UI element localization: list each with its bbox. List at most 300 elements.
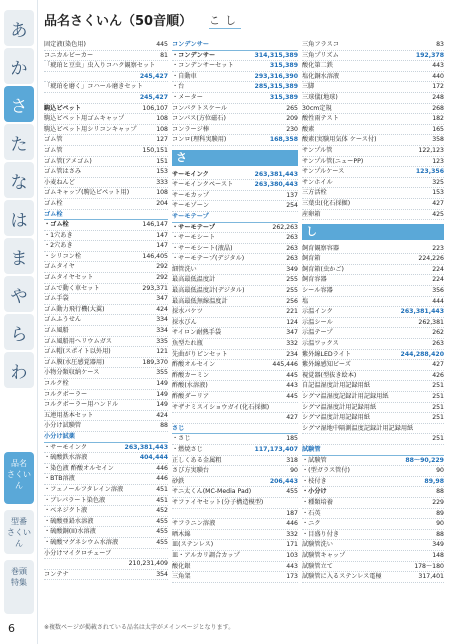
index-entry <box>172 328 298 339</box>
entry-pages: 146,147 <box>142 221 168 229</box>
entry-name: ・ブレパラート染色液 <box>44 496 106 504</box>
index-entry <box>44 93 168 104</box>
entry-pages: 106,107 <box>142 104 168 112</box>
entry-name: 小分けマイクロチューブ <box>44 549 112 557</box>
index-entry <box>302 519 444 530</box>
entry-pages: 349 <box>432 541 444 549</box>
index-entry <box>44 220 168 231</box>
index-entry <box>302 297 444 308</box>
entry-name: コンパス(方位磁石) <box>172 115 226 123</box>
index-entry <box>302 286 444 297</box>
entry-pages: 455 <box>286 488 298 496</box>
entry-pages: 83 <box>436 41 444 48</box>
index-entry <box>172 572 298 583</box>
entry-pages: 189,370 <box>142 358 168 366</box>
index-entry <box>302 82 444 93</box>
entry-pages: 255 <box>286 287 298 295</box>
section-tab-1[interactable] <box>4 510 34 554</box>
entry-name: 酸性雨テスト <box>302 115 339 123</box>
entry-name: サニ太くん(MC-Media Pad) <box>172 488 252 496</box>
kana-section-header: さ <box>172 150 298 166</box>
index-group-heading: ゴム栓 <box>44 210 168 221</box>
index-entry <box>44 61 168 72</box>
index-entry <box>172 233 298 244</box>
entry-name: 三球儀(地球) <box>302 93 338 101</box>
entry-pages: 89 <box>436 509 444 517</box>
index-entry <box>44 443 168 454</box>
index-entry <box>44 549 168 560</box>
index-entry <box>44 453 168 464</box>
entry-name: 試験管キャップ <box>302 551 346 559</box>
entry-name: ゴムタイヤ <box>44 263 75 271</box>
entry-pages: 108 <box>156 115 168 123</box>
index-entry <box>302 51 444 62</box>
entry-pages: 224 <box>432 265 444 273</box>
entry-name: ゴムで動く車セット <box>44 284 100 292</box>
index-entry <box>44 146 168 157</box>
entry-pages: 137 <box>286 191 298 199</box>
index-entry <box>172 72 298 83</box>
entry-name: ・燃焼さじ <box>172 445 203 453</box>
index-entry <box>302 562 444 573</box>
index-entry <box>172 297 298 308</box>
index-entry <box>44 284 168 295</box>
entry-pages: 182 <box>432 115 444 123</box>
index-entry <box>302 244 444 255</box>
entry-name: シグマ温湿度記録計用記録用紙 <box>302 393 389 400</box>
entry-pages: 173 <box>286 573 298 581</box>
entry-pages: 292 <box>156 263 168 271</box>
index-entry <box>44 559 168 570</box>
entry-pages: 204 <box>156 199 168 207</box>
index-entry <box>302 318 444 329</box>
index-entry <box>172 223 298 234</box>
entry-pages: 455 <box>156 538 168 546</box>
section-tab-2[interactable] <box>4 560 34 614</box>
index-entry <box>44 114 168 125</box>
entry-name: ・コンデンサー <box>172 51 216 59</box>
index-entry <box>172 265 298 276</box>
index-entry <box>302 413 444 424</box>
entry-name: サーモインクペースト <box>172 181 234 189</box>
entry-name: コンラージ棒 <box>172 125 210 133</box>
index-entry <box>172 381 298 392</box>
index-entry <box>44 104 168 115</box>
entry-name: ゴムふうせん <box>44 316 82 324</box>
entry-name: ゴム帽(スポイト以外用) <box>44 348 111 356</box>
index-entry <box>44 178 168 189</box>
entry-name: 魚型たれ瓶 <box>172 340 203 348</box>
entry-name: ・硫酸銅(II)水溶液 <box>44 528 96 536</box>
entry-pages: 446 <box>156 464 168 472</box>
entry-name: ゴム管(アメゴム) <box>44 157 92 165</box>
entry-name: ・(型ガラス管付) <box>302 467 350 475</box>
index-entry <box>172 403 298 414</box>
entry-name: コンロ(理科実験用) <box>172 136 227 144</box>
entry-pages: 223 <box>432 244 444 252</box>
entry-name: 細管洗い <box>172 265 197 273</box>
entry-name: 自記温湿度計用記録用紙 <box>302 382 371 390</box>
entry-pages: 263,381,443 <box>254 170 298 178</box>
index-entry <box>302 135 444 146</box>
entry-name: ・サーモテープ(デジタル) <box>172 255 245 263</box>
entry-pages: 317,401 <box>418 573 444 581</box>
index-entry <box>44 506 168 517</box>
index-entry <box>44 167 168 178</box>
index-entry <box>172 562 298 573</box>
entry-pages: 168,358 <box>269 136 298 144</box>
kana-tab-1[interactable]: か <box>4 48 34 84</box>
index-entry <box>302 456 444 467</box>
entry-name: ゴム管 <box>44 136 63 144</box>
index-entry <box>302 530 444 541</box>
entry-pages: 325 <box>432 178 444 186</box>
entry-pages: 251 <box>432 403 444 411</box>
entry-name: 酢酸(水溶液) <box>172 382 208 390</box>
entry-pages: 149 <box>156 401 168 409</box>
entry-pages: 427 <box>432 361 444 369</box>
section-tab-label: 特集 <box>11 578 27 587</box>
entry-pages: 315,389 <box>269 93 298 101</box>
entry-name: 「琥珀と豆虫」虫入りコハク観察セット <box>44 62 156 70</box>
entry-name: 最高最低無線温度計 <box>172 297 228 305</box>
index-entry <box>44 252 168 263</box>
entry-pages: 244,288,420 <box>400 350 444 358</box>
entry-pages: 445,446 <box>272 361 298 369</box>
entry-pages: 245,427 <box>139 93 168 101</box>
entry-pages: 150,151 <box>142 146 168 154</box>
kana-tab-2[interactable]: さ <box>4 86 34 122</box>
index-entry <box>44 40 168 51</box>
entry-name: ・ニク <box>302 520 321 528</box>
entry-pages: 256 <box>286 297 298 305</box>
entry-name: ・枝付き <box>302 477 327 485</box>
entry-name: ・メーター <box>172 93 203 101</box>
index-column-3 <box>302 40 444 583</box>
index-entry <box>44 326 168 337</box>
index-entry <box>172 93 298 104</box>
index-entry <box>172 125 298 136</box>
index-entry <box>172 51 298 62</box>
index-entry <box>172 191 298 202</box>
entry-pages: 452 <box>156 507 168 515</box>
entry-pages: 445 <box>286 371 298 379</box>
entry-name: 固定液(染色用) <box>44 41 86 48</box>
entry-pages: 149 <box>156 380 168 387</box>
kana-tab-4[interactable]: な <box>4 162 34 198</box>
entry-name: ゴム管はさみ <box>44 168 82 176</box>
entry-pages: 251 <box>432 414 444 422</box>
entry-name: ・染色液 酢酸オルセイン <box>44 464 114 472</box>
index-entry <box>302 265 444 276</box>
index-entry <box>302 210 444 221</box>
entry-pages: 263 <box>286 244 298 252</box>
entry-pages: 285,315,389 <box>254 83 298 91</box>
index-entry <box>172 498 298 509</box>
index-entry <box>302 360 444 371</box>
index-entry <box>44 337 168 348</box>
entry-pages: 153 <box>432 189 444 197</box>
index-entry <box>302 40 444 51</box>
entry-name: コニカルビーカー <box>44 51 94 59</box>
entry-pages: 293,316,390 <box>254 72 298 80</box>
entry-name: 駒込ピペット <box>44 104 82 112</box>
entry-pages: 251 <box>432 435 444 443</box>
entry-pages <box>166 82 168 92</box>
index-entry <box>302 307 444 318</box>
index-entry <box>302 157 444 168</box>
entry-name: ・小分け <box>302 488 327 496</box>
entry-name: 三角架 <box>172 573 191 581</box>
index-entry <box>44 464 168 475</box>
kana-tab-7[interactable]: や <box>4 276 34 312</box>
entry-pages: 263,380,443 <box>254 181 298 189</box>
entry-name: ・硫酸亜鉛水溶液 <box>44 517 94 525</box>
index-entry <box>302 487 444 498</box>
entry-pages: 147 <box>156 242 168 250</box>
entry-pages: 172 <box>432 83 444 91</box>
index-entry <box>302 61 444 72</box>
entry-pages: 424 <box>156 305 168 313</box>
entry-pages: 440 <box>432 72 444 80</box>
entry-pages: 263 <box>432 340 444 348</box>
entry-name: 三葉虫(化石採掘) <box>302 199 351 207</box>
entry-pages: 356 <box>432 287 444 295</box>
entry-name: サーモインク <box>172 170 209 178</box>
section-tab-label: 巻頭 <box>11 567 27 576</box>
entry-pages: 224 <box>432 276 444 284</box>
entry-name: ・試験管 <box>302 456 327 464</box>
entry-name: ゴム膜(水圧感覚器用) <box>44 358 105 366</box>
entry-pages: 147 <box>156 231 168 239</box>
index-entry <box>172 254 298 265</box>
index-entry <box>302 72 444 83</box>
entry-name: ゴム動力飛行機(大翼) <box>44 305 105 313</box>
entry-pages: 451 <box>156 496 168 504</box>
entry-pages: 404,444 <box>139 454 168 462</box>
entry-pages: 426 <box>432 371 444 379</box>
entry-pages: 455 <box>156 517 168 525</box>
entry-pages: 355 <box>156 369 168 377</box>
section-tab-0[interactable] <box>4 452 34 504</box>
entry-name: 紫外線感知ビーズ <box>302 361 351 369</box>
entry-name: ・目盛り付き <box>302 530 340 538</box>
index-entry <box>302 125 444 136</box>
index-entry <box>44 474 168 485</box>
index-entry <box>302 254 444 265</box>
entry-pages: 89,98 <box>424 477 444 485</box>
entry-pages: 262 <box>432 329 444 337</box>
entry-pages: 124 <box>286 318 298 326</box>
entry-name: 五連用基本セット <box>44 411 94 419</box>
entry-pages: 90 <box>290 467 298 475</box>
index-entry <box>172 477 298 488</box>
entry-pages: 354 <box>156 570 168 578</box>
entry-name: サーモゾーン <box>172 202 210 210</box>
index-entry <box>44 485 168 496</box>
index-column-1 <box>44 40 168 580</box>
entry-pages: 224,226 <box>418 255 444 263</box>
index-group-heading: 小分け試薬 <box>44 432 168 443</box>
entry-pages: 427 <box>286 414 298 422</box>
index-entry <box>302 146 444 157</box>
entry-name: ・サーモシート <box>172 234 216 242</box>
entry-name: 皿・アルカリ調合カップ <box>172 551 240 559</box>
index-entry <box>172 466 298 477</box>
index-entry <box>172 530 298 541</box>
index-column-2 <box>172 40 298 583</box>
entry-pages: 234 <box>286 350 298 358</box>
header-kana-end: し <box>225 14 244 27</box>
kana-tab-9[interactable]: わ <box>4 352 34 388</box>
entry-name: 酸素(実験用気体 ケース付) <box>302 136 377 144</box>
index-entry <box>44 82 168 93</box>
entry-name: ・硫酸マグネシウム水溶液 <box>44 538 119 546</box>
index-entry <box>172 392 298 403</box>
entry-name: 最高最低温度計(デジタル) <box>172 287 245 295</box>
entry-pages: 443 <box>286 562 298 570</box>
entry-name: さび方実験台 <box>172 467 210 475</box>
entry-name: ・フェノールフタレイン溶液 <box>44 485 124 493</box>
entry-pages: 108 <box>156 125 168 133</box>
index-entry <box>44 262 168 273</box>
entry-pages: 122,123 <box>418 146 444 154</box>
entry-name: 小物分類収納ケース <box>44 369 100 377</box>
index-entry <box>172 371 298 382</box>
header-kana-range <box>209 12 244 29</box>
entry-pages: 333 <box>156 178 168 186</box>
index-group-heading: さじ <box>172 424 298 435</box>
entry-name: 三脚 <box>302 83 315 91</box>
entry-pages: 445 <box>286 393 298 400</box>
entry-pages: 265 <box>286 104 298 112</box>
index-entry <box>44 231 168 242</box>
entry-pages: 171 <box>286 541 298 549</box>
entry-pages: 444 <box>432 297 444 305</box>
entry-name: ・2穴あき <box>44 242 73 250</box>
entry-pages: 165 <box>432 125 444 133</box>
entry-pages: 149 <box>156 390 168 398</box>
index-entry <box>302 381 444 392</box>
entry-pages: 443 <box>286 382 298 390</box>
index-entry <box>172 82 298 93</box>
index-entry <box>172 434 298 445</box>
entry-pages: 451 <box>156 485 168 493</box>
entry-pages: 146,405 <box>142 252 168 260</box>
entry-name: 飼育容器 <box>302 276 327 284</box>
entry-name: 三角プリズム <box>302 51 339 59</box>
entry-name: ゴム手袋 <box>44 295 69 303</box>
index-entry <box>302 339 444 350</box>
entry-pages: 347 <box>156 295 168 303</box>
entry-pages: 210,231,409 <box>128 560 168 568</box>
index-entry <box>302 540 444 551</box>
index-entry <box>44 51 168 62</box>
entry-pages: 121 <box>156 348 168 356</box>
index-entry <box>172 445 298 456</box>
entry-name: 三角フラスコ <box>302 41 339 48</box>
index-sidebar <box>0 0 38 644</box>
entry-pages: 88 <box>436 488 444 496</box>
entry-pages: 206,443 <box>269 477 298 485</box>
entry-name: 駒込ピペット用ゴムキャップ <box>44 115 125 123</box>
entry-pages: 358 <box>432 136 444 144</box>
entry-pages: 445 <box>156 41 168 48</box>
index-entry <box>44 241 168 252</box>
kana-tab-3[interactable]: た <box>4 124 34 160</box>
entry-name: 酢酸オルセイン <box>172 361 216 369</box>
index-entry <box>172 350 298 361</box>
entry-pages: 81 <box>160 51 168 59</box>
entry-pages <box>442 424 444 434</box>
entry-name: ・さじ <box>172 435 191 443</box>
index-entry <box>44 294 168 305</box>
index-entry <box>172 135 298 146</box>
entry-name: サーモカップ <box>172 191 210 199</box>
index-entry <box>302 104 444 115</box>
entry-name: シグマ温度計用記録用紙 <box>302 414 370 422</box>
entry-name: 採水びん <box>172 318 197 326</box>
entry-name: シグマ湿地中隔測温度記録計用記録用紙 <box>302 424 414 432</box>
index-entry <box>302 403 444 414</box>
index-entry <box>302 167 444 178</box>
entry-name: ・BTB溶液 <box>44 475 75 483</box>
entry-name: 酢酸ダーリア <box>172 393 210 400</box>
index-entry <box>44 400 168 411</box>
entry-pages: 334 <box>156 316 168 324</box>
entry-pages: 127 <box>156 136 168 144</box>
kana-tab-6[interactable]: ま <box>4 238 34 274</box>
entry-pages: 88 <box>160 422 168 430</box>
index-entry <box>172 244 298 255</box>
entry-pages: 90 <box>436 520 444 528</box>
entry-name: 酸化銀 <box>172 562 191 570</box>
entry-pages: 424 <box>156 411 168 419</box>
entry-name: ・1穴あき <box>44 231 73 239</box>
entry-name: 酸素 <box>302 125 315 133</box>
entry-pages <box>296 403 298 413</box>
entry-pages: 88 <box>436 530 444 538</box>
entry-name: 小麦ねんど <box>44 178 75 186</box>
entry-name: ・サーモシート(液晶) <box>172 244 233 252</box>
entry-pages: 90 <box>436 467 444 475</box>
index-entry <box>172 339 298 350</box>
entry-pages: 185 <box>286 435 298 443</box>
entry-pages: 88〜90,229 <box>405 456 444 464</box>
index-entry <box>302 509 444 520</box>
kana-section-header: し <box>302 224 444 240</box>
entry-pages: 349 <box>286 265 298 273</box>
entry-name: 紫外線LEDライト <box>302 350 352 358</box>
entry-name: ・台 <box>172 83 185 91</box>
kana-tab-5[interactable]: は <box>4 200 34 236</box>
index-entry <box>302 424 444 435</box>
index-entry <box>302 371 444 382</box>
entry-name: コルクボーラー <box>44 390 88 398</box>
index-entry <box>172 456 298 467</box>
entry-name: 示温ワックス <box>302 340 339 348</box>
entry-pages: 263 <box>286 255 298 263</box>
entry-name: サザナミスイショウガイ(化石採掘) <box>172 403 270 411</box>
index-entry <box>44 570 168 581</box>
index-entry <box>172 509 298 520</box>
index-entry <box>44 517 168 528</box>
entry-pages: 446 <box>156 475 168 483</box>
index-entry <box>44 72 168 83</box>
kana-tab-0[interactable]: あ <box>4 10 34 46</box>
kana-tab-8[interactable]: ら <box>4 314 34 350</box>
index-entry <box>302 328 444 339</box>
